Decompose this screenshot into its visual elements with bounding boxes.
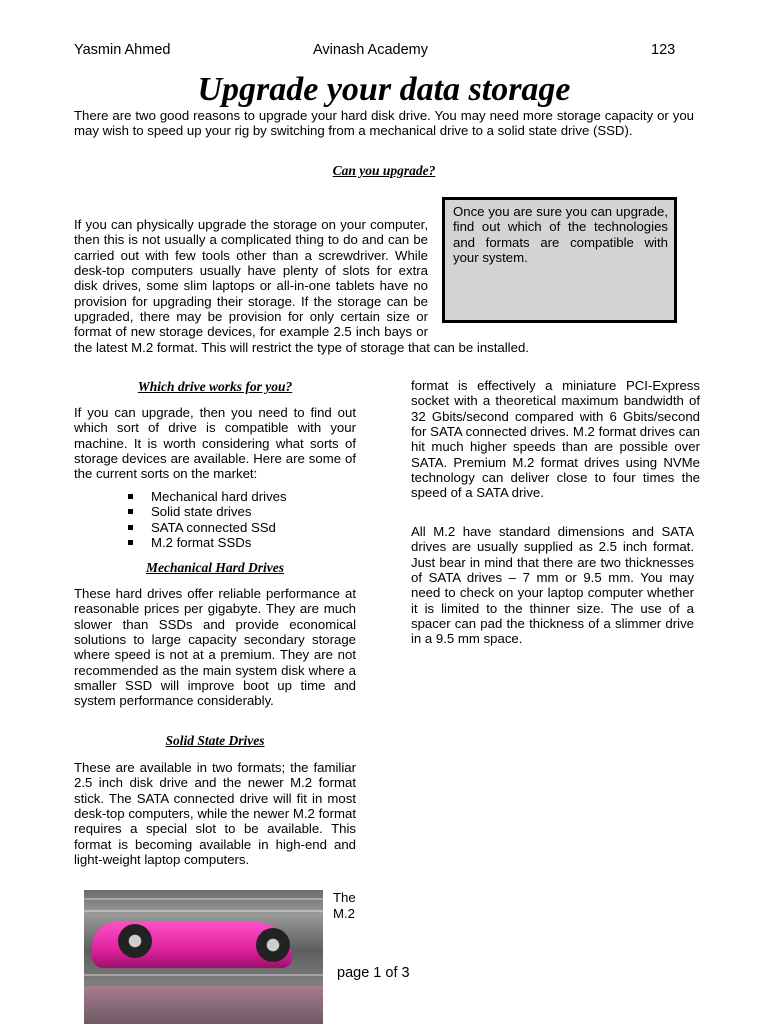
intro-paragraph: There are two good reasons to upgrade your hard disk drive. You may need more storage capacity or you may wish to speed up your rig by switching from a mechanical drive to a solid state drive (SSD).	[74, 108, 694, 139]
ssd-continued-line-2: M.2	[333, 906, 355, 921]
pink-car-photo	[84, 890, 323, 1024]
header-author: Yasmin Ahmed	[74, 42, 171, 58]
page-counter: page 1 of 3	[337, 965, 410, 981]
mechanical-paragraph: These hard drives offer reliable performance at reasonable prices per gigabyte. They are much slower than SSDs and provide economical solutions to large capacity secondary storage where speed is not at a premium. They are not recommended as the main system disk where a smaller SSD will improve boot up time and system performance considerably.	[74, 586, 356, 709]
list-item: Solid state drives	[128, 504, 287, 519]
heading-can-you-upgrade: Can you upgrade?	[332, 163, 436, 178]
car-wheel	[118, 924, 152, 958]
m2-paragraph: format is effectively a miniature PCI-Express socket with a theoretical maximum bandwidth of 32 Gbits/second compared with 6 Gbits/second for SATA connected drives. M.2 format drives can hit much higher speeds than are possible over SATA. Premium M.2 format drives using NVMe technology can deliver close to four times the speed of a SATA drive.	[411, 378, 700, 501]
ssd-continued-line-1: The	[333, 890, 356, 905]
motion-streak	[84, 898, 323, 900]
page-title: Upgrade your data storage	[197, 71, 571, 108]
road-blur	[84, 986, 323, 1024]
motion-streak	[84, 910, 323, 912]
list-item: Mechanical hard drives	[128, 489, 287, 504]
car-wheel	[256, 928, 290, 962]
which-drive-paragraph: If you can upgrade, then you need to find out which sort of drive is compatible with your machine. It is worth considering what sorts of storage devices are available. Here are some of the current sorts on the market:	[74, 405, 356, 482]
list-item: SATA connected SSd	[128, 520, 287, 535]
heading-which-drive: Which drive works for you?	[137, 379, 293, 394]
header-organization: Avinash Academy	[313, 42, 428, 58]
drive-type-list	[128, 489, 287, 550]
upgrade-paragraph	[74, 217, 694, 355]
sata-dimensions-paragraph: All M.2 have standard dimensions and SATA drives are usually supplied as 2.5 inch format. Just bear in mind that there are two thicknesses of SATA drives – 7 mm or 9.5 mm. You may need to check on your laptop computer whether it is limited to the thinner size. The use of a spacer can pad the thickness of a slimmer drive in a 9.5 mm space.	[411, 524, 694, 647]
heading-ssd: Solid State Drives	[165, 733, 265, 748]
heading-mechanical: Mechanical Hard Drives	[146, 560, 284, 575]
upgrade-paragraph-text: If you can physically upgrade the storage on your computer, then this is not usually a complicated thing to do and can be carried out with few tools other than a screwdriver. While desk-top computers usually have plenty of slots for extra disk drives, some slim laptops or all-in-one tablets have no provision for upgrading their storage. If the storage can be upgraded, there may be provision for only certain size or format of new storage devices, for example 2.5 inch bays or the latest M.2 format. This will restrict the type of storage that can be installed.	[74, 217, 529, 355]
callout-float-spacer	[428, 217, 694, 329]
list-item: M.2 format SSDs	[128, 535, 287, 550]
motion-streak	[84, 974, 323, 976]
header-page-number: 123	[651, 42, 676, 58]
ssd-paragraph: These are available in two formats; the familiar 2.5 inch disk drive and the newer M.2 format stick. The SATA connected drive will fit in most desk-top computers, while the newer M.2 format requires a special slot to be available. This format is becoming available in high-end and light-weight laptop computers.	[74, 760, 356, 868]
callout-text: Once you are sure you can upgrade, find out which of the technologies and formats are compatible with your system.	[453, 204, 668, 266]
